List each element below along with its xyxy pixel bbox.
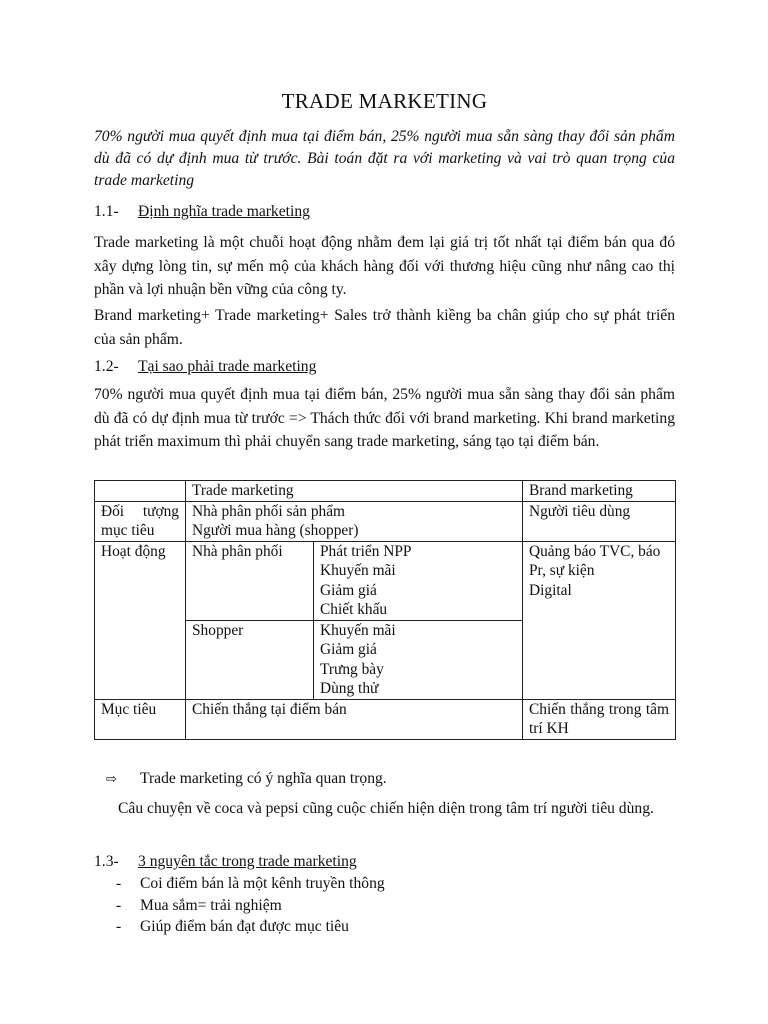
list-item: Digital <box>529 581 572 599</box>
section-title: Định nghĩa trade marketing <box>138 203 310 220</box>
table-row-activity-distributor <box>95 541 676 620</box>
list-item: Giảm giá <box>320 581 377 599</box>
list-item-text: Mua sắm= trải nghiệm <box>140 896 282 914</box>
list-item: Pr, sự kiện <box>529 562 595 579</box>
section-heading-1-1 <box>94 202 310 222</box>
section-number: 1.2- <box>94 358 119 375</box>
list-item: - Mua sắm= trải nghiệm <box>116 896 282 914</box>
shopper-label: Shopper <box>186 620 314 699</box>
list-item: Khuyến mãi <box>320 562 396 579</box>
list-item: - Coi điểm bán là một kênh truyền thông <box>116 875 385 892</box>
section-title: 3 nguyên tắc trong trade marketing <box>138 853 357 870</box>
list-item-text: Giúp điểm bán đạt được mục tiêu <box>140 918 349 935</box>
list-item: Trưng bày <box>320 660 384 678</box>
list-item: Khuyến mãi <box>320 621 396 639</box>
list-item: Dùng thử <box>320 680 379 697</box>
brand-goal-cell: Chiến thắng trong tâm trí KH <box>523 699 676 739</box>
definition-paragraph: Trade marketing là một chuỗi hoạt động nhằm đem lại giá trị tốt nhất tại điểm bán qua đó xây dựng lòng tin, sự mến mộ của khách hàng đối với thương hiệu cũng như nâng cao thị phần và lợi nhuận bền vững của công ty. <box>94 234 675 298</box>
list-item: Quảng báo TVC, báo <box>529 542 661 560</box>
trade-goal-cell: Chiến thắng tại điểm bán <box>186 699 523 739</box>
row-label-goal: Mục tiêu <box>95 699 186 739</box>
arrow-right-icon: ⇨ <box>106 772 117 787</box>
table-row-target <box>95 501 676 541</box>
brand-target-cell: Người tiêu dùng <box>523 501 676 541</box>
table-row-goal <box>95 699 676 739</box>
list-item-text: Coi điểm bán là một kênh truyền thông <box>140 875 385 892</box>
list-item: Người mua hàng (shopper) <box>192 522 359 539</box>
list-item: Nhà phân phối sản phẩm <box>192 502 346 520</box>
list-item: - Giúp điểm bán đạt được mục tiêu <box>116 918 349 935</box>
brand-activities <box>523 541 676 699</box>
row-label-activity: Hoạt động <box>95 541 186 699</box>
section-heading-1-2 <box>94 357 316 377</box>
why-paragraph: 70% người mua quyết định mua tại điểm bán, 25% người mua sẵn sàng thay đổi sản phẩm dù đã có dự định mua từ trước => Thách thức đối với brand marketing. Khi brand marketing phát triển maximum thì phải chuyển sang trade marketing, sáng tạo tại điểm bán. <box>94 386 675 450</box>
story-paragraph: Câu chuyện về coca và pepsi cũng cuộc chiến hiện diện trong tâm trí người tiêu dùng. <box>118 800 654 817</box>
section-number: 1.3- <box>94 853 119 870</box>
shopper-activities <box>314 620 523 699</box>
arrow-note <box>106 769 387 790</box>
principles-list <box>116 873 385 938</box>
document-title: TRADE MARKETING <box>281 89 488 113</box>
section-number: 1.1- <box>94 203 119 220</box>
row-label-target: Đối tượng mục tiêu <box>95 501 186 541</box>
list-item: Giảm giá <box>320 641 377 658</box>
section-heading-1-3 <box>94 852 357 872</box>
list-item: Phát triển NPP <box>320 542 412 560</box>
header-trade-marketing: Trade marketing <box>186 481 523 502</box>
table-cell-empty <box>95 481 186 502</box>
header-brand-marketing: Brand marketing <box>523 481 676 502</box>
arrow-note-text: Trade marketing có ý nghĩa quan trọng. <box>140 770 387 787</box>
three-legs-paragraph: Brand marketing+ Trade marketing+ Sales trở thành kiềng ba chân giúp cho sự phát triển của sản phẩm. <box>94 307 675 348</box>
list-item: Chiết khấu <box>320 601 388 618</box>
intro-paragraph: 70% người mua quyết định mua tại điểm bán, 25% người mua sẵn sàng thay đổi sản phẩm dù đã có dự định mua từ trước. Bài toán đặt ra với marketing và vai trò quan trọng của trade marketing <box>94 128 675 189</box>
distributor-activities <box>314 541 523 620</box>
trade-target-cell <box>186 501 523 541</box>
table-header-row <box>95 481 676 502</box>
comparison-table <box>94 480 676 740</box>
distributor-label: Nhà phân phối <box>186 541 314 620</box>
section-title: Tại sao phải trade marketing <box>138 358 317 375</box>
